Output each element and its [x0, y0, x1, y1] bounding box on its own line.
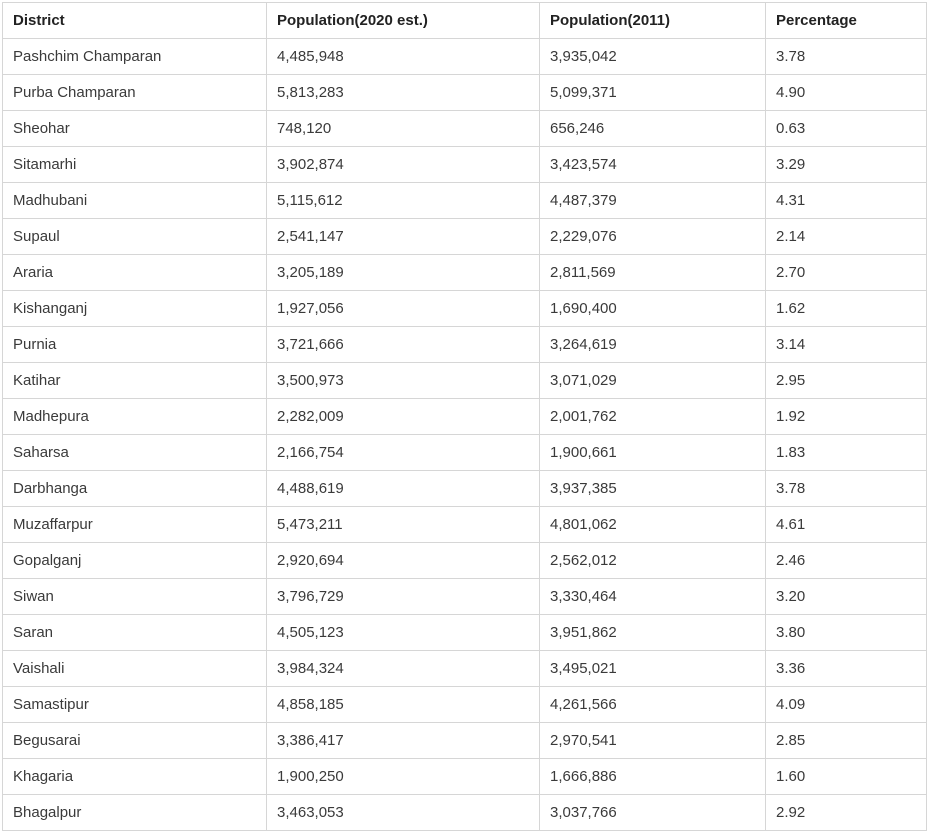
population-2011-cell: 656,246 — [540, 111, 766, 147]
district-cell: Kishanganj — [3, 291, 267, 327]
percentage-cell: 1.60 — [766, 759, 927, 795]
table-row — [3, 363, 927, 399]
table-row — [3, 39, 927, 75]
population-2011-cell: 3,935,042 — [540, 39, 766, 75]
district-cell: Araria — [3, 255, 267, 291]
population-2020-cell: 3,500,973 — [267, 363, 540, 399]
population-2011-cell: 3,330,464 — [540, 579, 766, 615]
percentage-cell: 2.85 — [766, 723, 927, 759]
district-cell: Supaul — [3, 219, 267, 255]
percentage-cell: 3.36 — [766, 651, 927, 687]
district-cell: Gopalganj — [3, 543, 267, 579]
population-2020-cell: 1,927,056 — [267, 291, 540, 327]
district-cell: Pashchim Champaran — [3, 39, 267, 75]
percentage-cell: 3.29 — [766, 147, 927, 183]
population-2011-cell: 3,037,766 — [540, 795, 766, 831]
population-2020-cell: 3,796,729 — [267, 579, 540, 615]
district-cell: Khagaria — [3, 759, 267, 795]
population-2011-cell: 4,487,379 — [540, 183, 766, 219]
district-cell: Muzaffarpur — [3, 507, 267, 543]
percentage-cell: 1.83 — [766, 435, 927, 471]
population-2020-cell: 1,900,250 — [267, 759, 540, 795]
district-cell: Begusarai — [3, 723, 267, 759]
population-2011-cell: 1,666,886 — [540, 759, 766, 795]
percentage-cell: 3.20 — [766, 579, 927, 615]
header-population-2011: Population(2011) — [540, 3, 766, 39]
population-2020-cell: 3,902,874 — [267, 147, 540, 183]
percentage-cell: 3.80 — [766, 615, 927, 651]
table-row — [3, 543, 927, 579]
percentage-cell: 2.14 — [766, 219, 927, 255]
table-row — [3, 687, 927, 723]
table-row — [3, 219, 927, 255]
population-2020-cell: 748,120 — [267, 111, 540, 147]
district-cell: Purnia — [3, 327, 267, 363]
population-2020-cell: 2,282,009 — [267, 399, 540, 435]
population-2011-cell: 3,423,574 — [540, 147, 766, 183]
table-row — [3, 327, 927, 363]
district-cell: Saran — [3, 615, 267, 651]
population-2020-cell: 3,386,417 — [267, 723, 540, 759]
population-2011-cell: 5,099,371 — [540, 75, 766, 111]
population-2020-cell: 4,505,123 — [267, 615, 540, 651]
district-cell: Darbhanga — [3, 471, 267, 507]
percentage-cell: 4.61 — [766, 507, 927, 543]
population-2020-cell: 3,463,053 — [267, 795, 540, 831]
population-2011-cell: 3,937,385 — [540, 471, 766, 507]
table-row — [3, 507, 927, 543]
population-2020-cell: 3,984,324 — [267, 651, 540, 687]
population-2020-cell: 3,721,666 — [267, 327, 540, 363]
table-row — [3, 183, 927, 219]
population-2011-cell: 3,951,862 — [540, 615, 766, 651]
percentage-cell: 2.46 — [766, 543, 927, 579]
district-cell: Vaishali — [3, 651, 267, 687]
percentage-cell: 3.14 — [766, 327, 927, 363]
percentage-cell: 1.92 — [766, 399, 927, 435]
district-cell: Madhepura — [3, 399, 267, 435]
population-table-container — [2, 2, 926, 831]
population-2011-cell: 2,001,762 — [540, 399, 766, 435]
table-row — [3, 759, 927, 795]
percentage-cell: 4.09 — [766, 687, 927, 723]
population-2020-cell: 2,541,147 — [267, 219, 540, 255]
table-row — [3, 111, 927, 147]
district-cell: Sitamarhi — [3, 147, 267, 183]
percentage-cell: 4.31 — [766, 183, 927, 219]
population-2011-cell: 1,690,400 — [540, 291, 766, 327]
table-row — [3, 147, 927, 183]
header-district: District — [3, 3, 267, 39]
population-2020-cell: 5,115,612 — [267, 183, 540, 219]
population-2011-cell: 3,071,029 — [540, 363, 766, 399]
population-table — [2, 2, 927, 831]
district-cell: Siwan — [3, 579, 267, 615]
percentage-cell: 3.78 — [766, 471, 927, 507]
population-2011-cell: 2,562,012 — [540, 543, 766, 579]
percentage-cell: 4.90 — [766, 75, 927, 111]
table-row — [3, 651, 927, 687]
population-2011-cell: 2,229,076 — [540, 219, 766, 255]
population-2020-cell: 4,858,185 — [267, 687, 540, 723]
district-cell: Madhubani — [3, 183, 267, 219]
table-row — [3, 615, 927, 651]
district-cell: Samastipur — [3, 687, 267, 723]
percentage-cell: 2.70 — [766, 255, 927, 291]
table-row — [3, 291, 927, 327]
population-2011-cell: 4,801,062 — [540, 507, 766, 543]
table-row — [3, 723, 927, 759]
population-2011-cell: 3,264,619 — [540, 327, 766, 363]
percentage-cell: 3.78 — [766, 39, 927, 75]
population-2020-cell: 4,488,619 — [267, 471, 540, 507]
table-row — [3, 435, 927, 471]
population-2011-cell: 3,495,021 — [540, 651, 766, 687]
district-cell: Saharsa — [3, 435, 267, 471]
table-row — [3, 75, 927, 111]
population-2020-cell: 3,205,189 — [267, 255, 540, 291]
table-body — [3, 39, 927, 831]
population-2011-cell: 4,261,566 — [540, 687, 766, 723]
population-2011-cell: 2,970,541 — [540, 723, 766, 759]
table-row — [3, 471, 927, 507]
table-row — [3, 579, 927, 615]
table-row — [3, 399, 927, 435]
percentage-cell: 0.63 — [766, 111, 927, 147]
percentage-cell: 1.62 — [766, 291, 927, 327]
table-row — [3, 795, 927, 831]
district-cell: Sheohar — [3, 111, 267, 147]
header-percentage: Percentage — [766, 3, 927, 39]
population-2020-cell: 5,813,283 — [267, 75, 540, 111]
population-2020-cell: 5,473,211 — [267, 507, 540, 543]
population-2011-cell: 2,811,569 — [540, 255, 766, 291]
population-2020-cell: 2,166,754 — [267, 435, 540, 471]
district-cell: Purba Champaran — [3, 75, 267, 111]
table-row — [3, 255, 927, 291]
table-header-row — [3, 3, 927, 39]
district-cell: Bhagalpur — [3, 795, 267, 831]
population-2020-cell: 4,485,948 — [267, 39, 540, 75]
percentage-cell: 2.95 — [766, 363, 927, 399]
population-2011-cell: 1,900,661 — [540, 435, 766, 471]
percentage-cell: 2.92 — [766, 795, 927, 831]
header-population-2020: Population(2020 est.) — [267, 3, 540, 39]
population-2020-cell: 2,920,694 — [267, 543, 540, 579]
district-cell: Katihar — [3, 363, 267, 399]
